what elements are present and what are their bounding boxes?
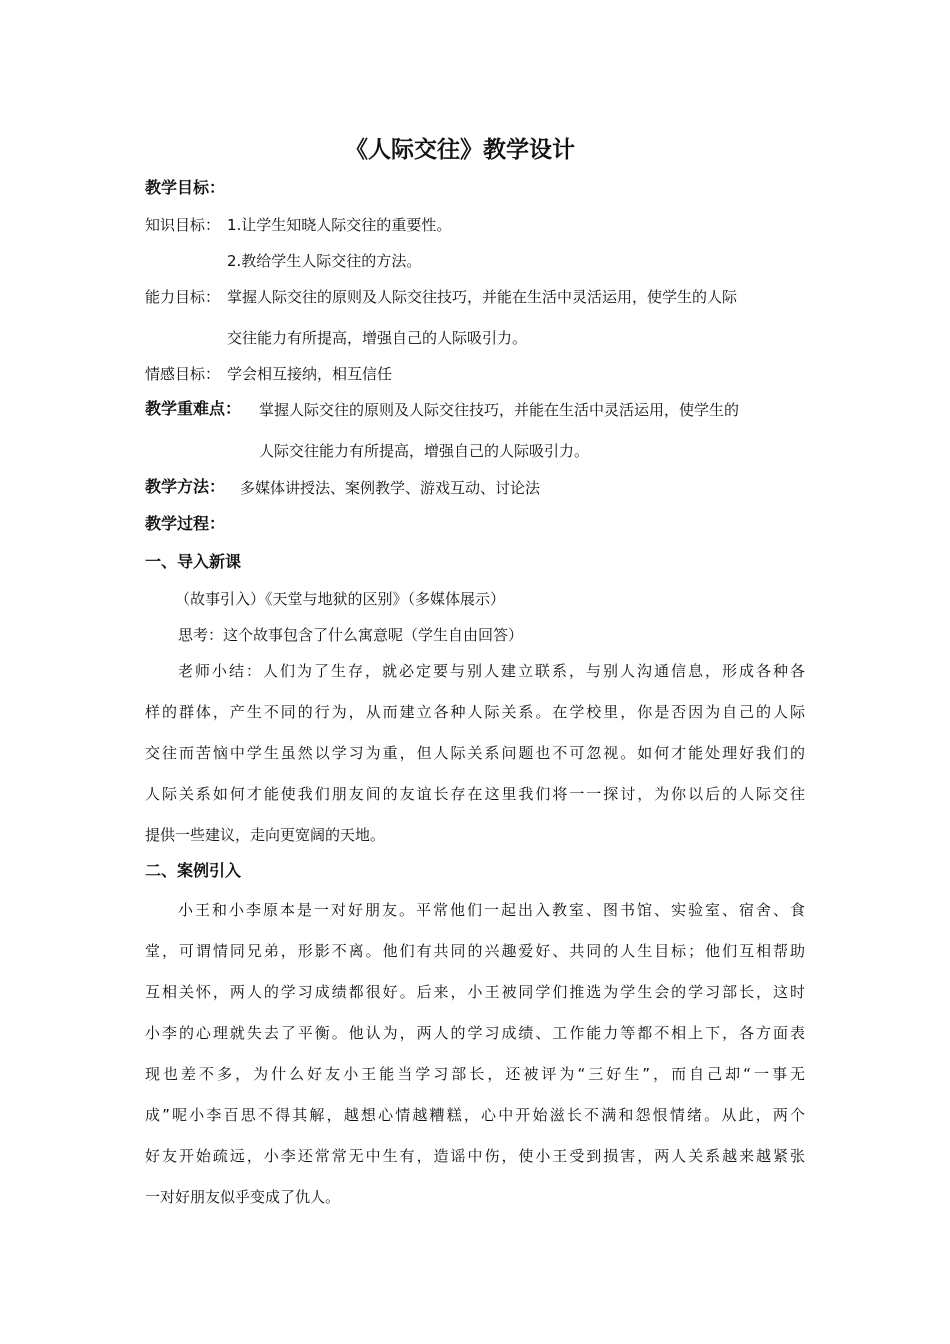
emotion-label: 情感目标：: [145, 365, 221, 383]
knowledge-item-2: 2.教给学生人际交往的方法。: [227, 252, 422, 270]
think-line: 思考：这个故事包含了什么寓意呢（学生自由回答）: [178, 626, 524, 644]
knowledge-label: 知识目标：: [145, 216, 221, 234]
case-line: 小王和小李原本是一对好朋友。平常他们一起出入教室、图书馆、实验室、宿舍、食: [178, 901, 805, 919]
case-line: 堂，可谓情同兄弟，形影不离。他们有共同的兴趣爱好、共同的人生目标；他们互相帮助: [145, 942, 805, 960]
methods-label: 教学方法：: [145, 477, 226, 496]
case-line: 好友开始疏远，小李还常常无中生有，造谣中伤，使小王受到损害，两人关系越来越紧张: [145, 1147, 805, 1165]
summary-line: 样的群体，产生不同的行为，从而建立各种人际关系。在学校里，你是否因为自己的人际: [145, 703, 805, 721]
case-line: 小李的心理就失去了平衡。他认为，两人的学习成绩、工作能力等都不相上下，各方面表: [145, 1024, 805, 1042]
case-line: 一对好朋友似乎变成了仇人。: [145, 1188, 341, 1206]
methods-text: 多媒体讲授法、案例教学、游戏互动、讨论法: [240, 479, 541, 497]
key-points-line-1: 掌握人际交往的原则及人际交往技巧，并能在生活中灵活运用，使学生的: [259, 401, 740, 419]
summary-line: 提供一些建议，走向更宽阔的天地。: [145, 826, 386, 844]
key-points-label: 教学重难点：: [145, 399, 242, 418]
story-line: （故事引入）《天堂与地狱的区别》（多媒体展示）: [175, 590, 506, 608]
case-line: 互相关怀，两人的学习成绩都很好。后来，小王被同学们推选为学生会的学习部长，这时: [145, 983, 805, 1001]
section-1-heading: 一、导入新课: [145, 552, 242, 571]
ability-label: 能力目标：: [145, 288, 221, 306]
summary-line: 人际关系如何才能使我们朋友间的友谊长存在这里我们将一一探讨，为你以后的人际交往: [145, 785, 805, 803]
ability-line-2: 交往能力有所提高，增强自己的人际吸引力。: [227, 329, 528, 347]
section-2-heading: 二、案例引入: [145, 861, 242, 880]
summary-line: 交往而苦恼中学生虽然以学习为重，但人际关系问题也不可忽视。如何才能处理好我们的: [145, 744, 805, 762]
process-heading: 教学过程：: [145, 514, 226, 533]
document-title: 《人际交往》教学设计: [345, 137, 575, 163]
case-line: 现也差不多，为什么好友小王能当学习部长，还被评为“三好生”，而自己却“一事无: [145, 1065, 805, 1083]
emotion-text: 学会相互接纳，相互信任: [227, 365, 393, 383]
knowledge-item-1: 1.让学生知晓人际交往的重要性。: [227, 216, 452, 234]
ability-line-1: 掌握人际交往的原则及人际交往技巧，并能在生活中灵活运用，使学生的人际: [227, 288, 738, 306]
summary-line: 老师小结：人们为了生存，就必定要与别人建立联系，与别人沟通信息，形成各种各: [178, 662, 805, 680]
case-line: 成”呢小李百思不得其解，越想心情越糟糕，心中开始滋长不满和怨恨情绪。从此，两个: [145, 1106, 805, 1124]
objectives-heading: 教学目标：: [145, 178, 226, 197]
key-points-line-2: 人际交往能力有所提高，增强自己的人际吸引力。: [259, 442, 590, 460]
